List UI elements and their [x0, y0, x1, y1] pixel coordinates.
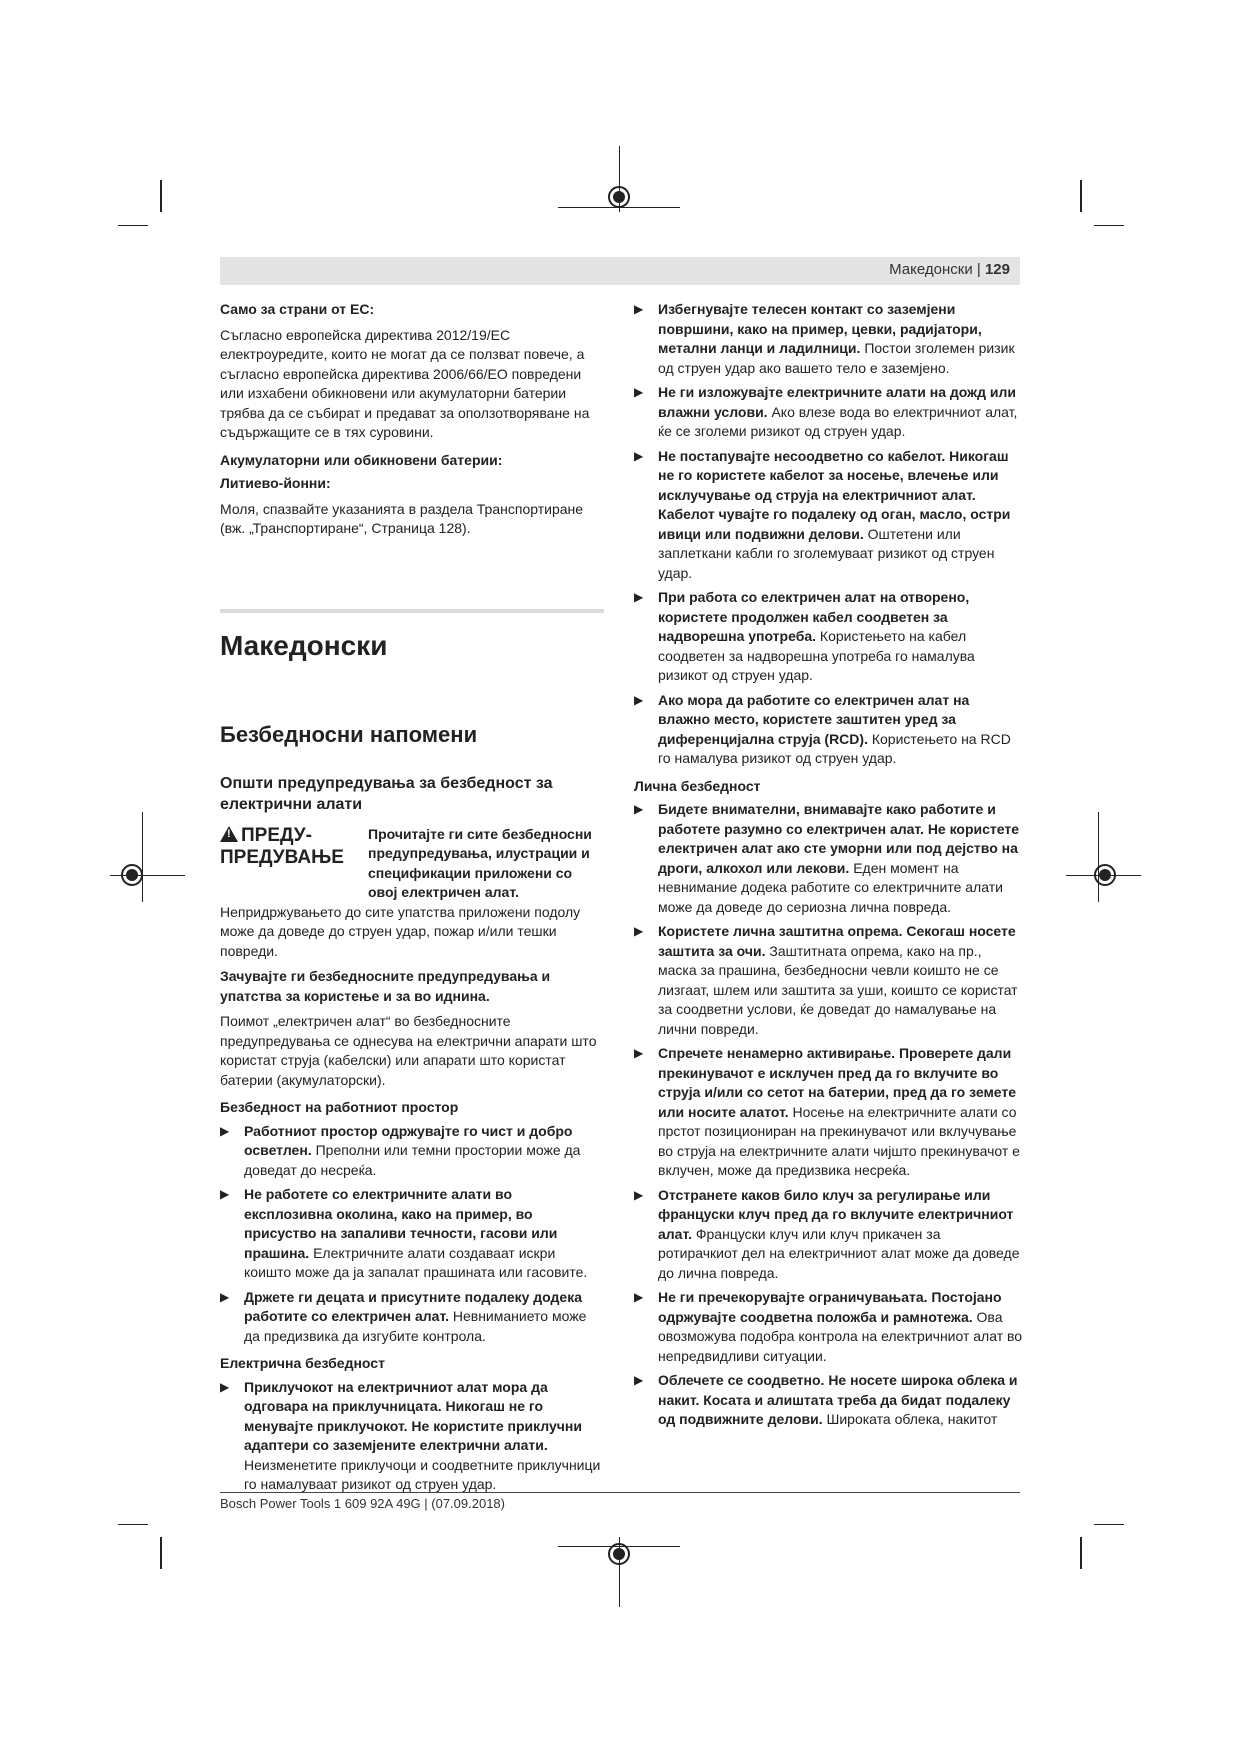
list-item: ▶ Приклучокот на електричниот алат мора да одговара на приклучницата. Никогаш не го менувајте приклучокот. Не користите приклучни адаптери со заземјените електрични алати. Неизменетите приклучоци и соодветните приклучници го намалуваат ризикот од струен удар. — [220, 1378, 604, 1495]
batteries-heading: Акумулаторни или обикновени батерии: — [220, 451, 503, 468]
list-item: ▶ При работа со електричен алат на отворено, користете продолжен кабел соодветен за надворешна употреба. Користењето на кабел соодветен за надворешна употреба го намалува ризикот од струен удар. — [634, 588, 1024, 686]
left-column — [220, 300, 604, 1500]
general-warnings-title: Општи предупредувања за безбедност за електрични алати — [220, 774, 553, 813]
safety-title: Безбедносни напомени — [220, 721, 478, 747]
electrical-list-continued — [634, 300, 1024, 769]
warning-block — [220, 825, 604, 903]
list-item: ▶ Користете лична заштитна опрема. Секогаш носете заштита за очи. Заштитната опрема, како на пр., маска за прашина, безбедносни чевли коишто не се лизгаат, шлем или заштита за уши, коишто се користат за соодветни услови, ќе доведат до намалување на лични повреди. — [634, 922, 1024, 1039]
page-header — [220, 257, 1020, 285]
registration-mark-icon — [608, 186, 630, 208]
list-item: ▶ Отстранете каков било клуч за регулирање или француски клуч пред да го вклучите електричниот алат. Француски клуч или клуч прикачен за ротирачкиот дел на електричниот алат може да доведе до лична повреда. — [634, 1186, 1024, 1284]
lithium-heading: Литиево-йонни: — [220, 475, 331, 491]
warning-label: !ПРЕДУ- ПРЕДУВАЊЕ — [220, 825, 368, 903]
right-column — [634, 300, 1024, 1435]
eu-text: Съгласно европейска директива 2012/19/ЕС електроуредите, които не могат да се ползват повече, а съгласно европейска директива 2006/66/ЕО повредени или изхабени обикновени или акумулаторни батерии трябва да се събират и предават за оползотворяване на съдържащите се в тях суровини. — [220, 326, 590, 440]
personal-list — [634, 800, 1024, 1430]
footer-divider — [220, 1492, 1020, 1493]
registration-mark-icon — [608, 1543, 630, 1565]
language-title: Македонски — [220, 629, 388, 661]
section-divider — [220, 609, 604, 613]
list-item: ▶ Бидете внимателни, внимавајте како работите и работете разумно со електричен алат. Не користете електричен алат ако сте уморни или под дејство на дроги, алкохол или лекови. Еден момент на невнимание додека работите со електричните алати може да доведе до сериозна лична повреда. — [634, 800, 1024, 917]
personal-heading: Лична безбедност — [634, 777, 761, 794]
header-separator: | — [976, 261, 981, 278]
registration-mark-icon — [121, 864, 143, 886]
list-item: ▶ Спречете ненамерно активирање. Проверете дали прекинувачот е исклучен пред да го вклучите во струја и/или со сетот на батерии, пред да го земете или носите алатот. Носење на електричните алати со прстот позициониран на прекинувачот или вклучување во струја на електричните алати чијшто прекинувачот е вклучен, може да предизвика несреќа. — [634, 1044, 1024, 1181]
warning-rest: Непридржувањето до сите упатства приложени подолу може да доведе до струен удар, пожар и/или тешки повреди. — [220, 903, 581, 959]
registration-mark-icon — [1094, 864, 1116, 886]
list-item: ▶ Ако мора да работите со електричен алат на влажно место, користете заштитен уред за диференцијална струја (RCD). Користењето на RCD го намалува ризикот од струен удар. — [634, 691, 1024, 769]
term-text: Поимот „електричен алат“ во безбедносните предупредувања се однесува на електрични апарати што користат струја (кабелски) или апарати што користат батерии (акумулаторски). — [220, 1013, 597, 1088]
footer-text: Bosch Power Tools 1 609 92A 49G | (07.09.2018) — [220, 1496, 505, 1511]
electrical-list — [220, 1378, 604, 1495]
list-item: ▶ Не работете со електричните алати во експлозивна околина, како на пример, во присуство на запаливи течности, гасови или прашина. Електричните алати создаваат искри коишто може да ја запалат прашината или гасовите. — [220, 1185, 604, 1283]
eu-heading: Само за страни от ЕС: — [220, 301, 375, 317]
list-item: ▶ Не ги пречекорувајте ограничувањата. Постојано одржувајте соодветна положба и рамнотежа. Ова овозможува подобра контрола на електричниот алат во непредвидливи ситуации. — [634, 1288, 1024, 1366]
electrical-heading: Електрична безбедност — [220, 1355, 385, 1371]
header-label — [889, 261, 1010, 278]
page-number: 129 — [984, 261, 1010, 278]
work-area-list — [220, 1122, 604, 1347]
lithium-text: Моля, спазвайте указанията в раздела Транспортиране (вж. „Транспортиране“, Страница 128). — [220, 500, 584, 536]
list-item: ▶ Држете ги децата и присутните подалеку додека работите со електричен алат. Невниманието може да предизвика да изгубите контрола. — [220, 1288, 604, 1347]
list-item: ▶ Работниот простор одржувајте го чист и добро осветлен. Преполни или темни простории може да доведат до несреќа. — [220, 1122, 604, 1181]
list-item: ▶ Облечете се соодветно. Не носете широка облека и накит. Косата и алиштата треба да бидат подалеку од подвижните делови. Широката облека, накитот — [634, 1371, 1024, 1430]
header-language: Македонски — [889, 261, 973, 278]
warning-text: Прочитајте ги сите безбедносни предупредувања, илустрации и спецификации приложени со овој електричен алат. — [368, 825, 592, 900]
list-item: ▶ Избегнувајте телесен контакт со заземјени површини, како на пример, цевки, радијатори, метални ланци и ладилници. Постои зголемен ризик од струен удар ако вашето тело е заземјено. — [634, 300, 1024, 378]
warning-triangle-icon — [220, 826, 238, 842]
keep-instructions: Зачувајте ги безбедносните предупредувања и упатства за користење и за во иднина. — [220, 968, 551, 1004]
list-item: ▶ Не постапувајте несоодветно со кабелот. Никогаш не го користете кабелот за носење, влечење или исклучување од струја на електричниот алат. Кабелот чувајте го подалеку од оган, масло, остри ивици или подвижни делови. Оштетени или заплеткани кабли го зголемуваат ризикот од струен удар. — [634, 447, 1024, 584]
work-area-heading: Безбедност на работниот простор — [220, 1099, 459, 1115]
list-item: ▶ Не ги изложувајте електричните алати на дожд или влажни услови. Ако влезе вода во електричниот алат, ќе се зголеми ризикот од струен удар. — [634, 383, 1024, 442]
